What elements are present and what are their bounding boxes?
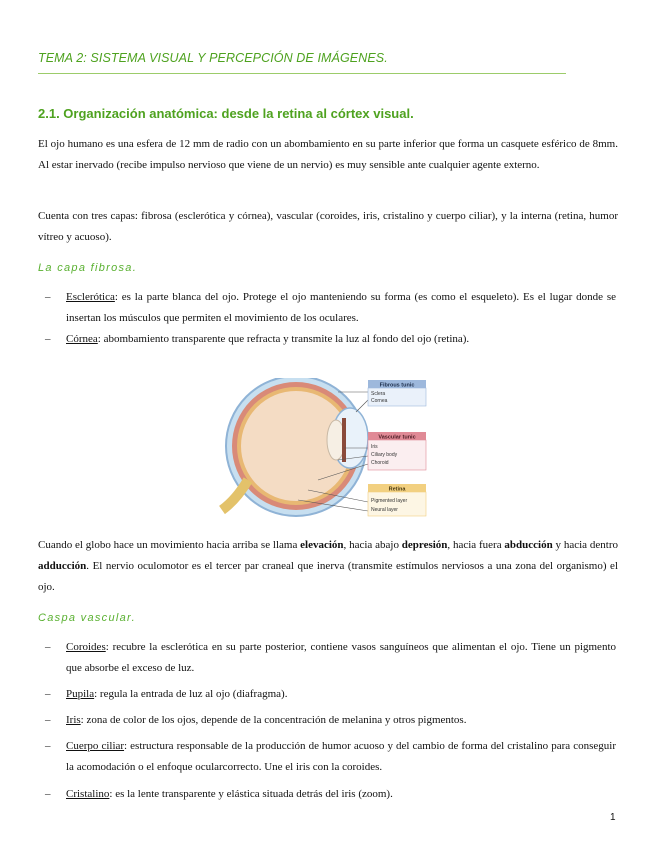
eye-anatomy-figure [218, 360, 430, 522]
list-dash: – [45, 714, 51, 726]
legend-retina [368, 484, 426, 516]
legend-ciliary-body: Ciliary body [371, 452, 398, 458]
list-item [38, 637, 618, 679]
legend-cornea: Cornea [371, 398, 388, 404]
list-dash: – [45, 688, 51, 700]
term-choroid: Coroides [66, 641, 106, 653]
section-heading: 2.1. Organización anatómica: desde la retina al córtex visual. [38, 106, 414, 121]
text-run: . El nervio oculomotor es el tercer par craneal que inerva (transmite estímulos nerviosos a una zona del organismo) el ojo. [38, 560, 618, 593]
text-run: y hacia dentro [552, 539, 618, 551]
list-item [38, 710, 618, 731]
text-run: Cuando el globo hace un movimiento hacia arriba se llama [38, 539, 301, 551]
legend-vascular-tunic [368, 432, 426, 470]
term-iris: Iris [66, 714, 81, 726]
definition-choroid: : recubre la esclerótica en su parte posterior, contiene vasos sanguíneos que alimentan el ojo. Tiene un pigmento que absorbe el exceso de luz. [66, 641, 616, 674]
list-item [38, 684, 618, 705]
text-run: , hacia fuera [447, 539, 505, 551]
paragraph-eye-description: El ojo humano es una esfera de 12 mm de radio con un abombamiento en su parte inferior que forma un casquete esférico de 8mm. Al estar inervado (recibe impulso nervioso que viene de un nervio) es muy sensible ante cualquier agente externo. [38, 138, 618, 171]
term-pupil: Pupila [66, 688, 95, 700]
iris-shape [342, 418, 346, 462]
definition-pupil: : regula la entrada de luz al ojo (diafragma). [94, 688, 288, 700]
term-abduction: abducción [504, 539, 553, 551]
title-underline [38, 73, 566, 74]
legend-retina-title: Retina [388, 486, 406, 493]
legend-pigmented-layer: Pigmented layer [371, 498, 408, 504]
definition-cornea: : abombamiento transparente que refracta y transmite la luz al fondo del ojo (retina). [97, 333, 470, 345]
legend-vascular-title: Vascular tunic [378, 434, 416, 441]
definition-iris: : zona de color de los ojos, depende de la concentración de melanina y otros pigmentos. [80, 714, 467, 726]
legend-fibrous-title: Fibrous tunic [379, 382, 415, 389]
list-dash: – [45, 291, 51, 303]
list-item [38, 287, 618, 329]
definition-ciliary-body: : estructura responsable de la producción de humor acuoso y del cambio de forma del cristalino para conseguir la acomodación o el enfoque ocularcorrecto. Une el iris con la coroides. [66, 740, 616, 773]
term-ciliary-body: Cuerpo ciliar [66, 740, 125, 752]
definition-sclera: : es la parte blanca del ojo. Protege el ojo manteniendo su forma (es como el esqueleto). Es el lugar donde se insertan los músculos que permiten el movimiento de los oculares. [66, 291, 616, 324]
subheading-fibrous-layer: La capa fibrosa. [38, 262, 138, 274]
term-elevation: elevación [300, 539, 344, 551]
term-cornea: Córnea [66, 333, 98, 345]
list-dash: – [45, 740, 51, 752]
term-lens: Cristalino [66, 788, 110, 800]
document-title: TEMA 2: SISTEMA VISUAL Y PERCEPCIÓN DE IMÁGENES. [38, 51, 388, 65]
legend-neural-layer: Neural layer [371, 507, 398, 513]
legend-sclera: Sclera [371, 391, 386, 397]
term-depression: depresión [401, 539, 448, 551]
legend-fibrous-tunic [368, 380, 426, 406]
page-number: 1 [610, 812, 616, 823]
list-dash: – [45, 641, 51, 653]
list-item [38, 329, 618, 350]
legend-choroid: Choroid [371, 460, 389, 466]
list-item [38, 784, 618, 805]
paragraph-eye-movements [38, 535, 618, 598]
subheading-vascular-layer: Caspa vascular. [38, 612, 136, 624]
paragraph-three-layers: Cuenta con tres capas: fibrosa (esclerótica y córnea), vascular (coroides, iris, cristalino y cuerpo ciliar), y la interna (retina, humor vítreo y acuoso). [38, 210, 618, 243]
text-run: , hacia abajo [343, 539, 402, 551]
term-sclera: Esclerótica [66, 291, 115, 303]
list-item [38, 736, 618, 778]
definition-lens: : es la lente transparente y elástica situada detrás del iris (zoom). [109, 788, 393, 800]
legend-iris: Iris [371, 444, 378, 450]
list-dash: – [45, 333, 51, 345]
list-dash: – [45, 788, 51, 800]
term-adduction: adducción [38, 560, 87, 572]
